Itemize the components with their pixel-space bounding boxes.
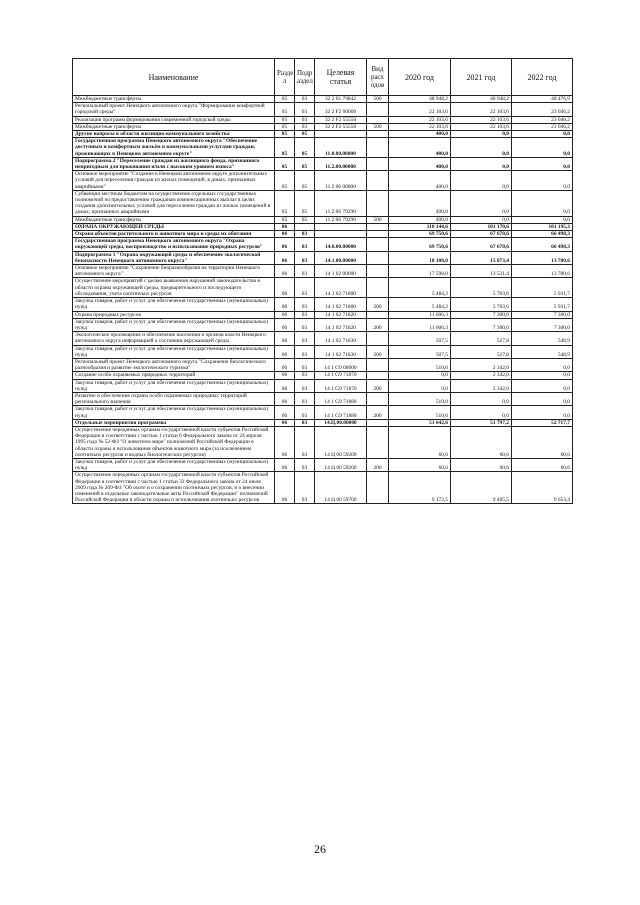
row-2020: 48 948,2 xyxy=(389,96,451,103)
row-vid: 200 xyxy=(367,458,389,471)
table-row xyxy=(73,298,573,311)
row-2021: 2 342,0 xyxy=(451,358,512,371)
row-razdel: 05 xyxy=(275,171,295,191)
table-row xyxy=(73,96,573,103)
row-name: Другие вопросы в области жилищно-коммунального хозяйства xyxy=(73,131,275,138)
row-2022: 9 653,4 xyxy=(512,472,573,504)
row-statya: 14 1 02 71830 xyxy=(315,332,367,345)
row-vid xyxy=(367,157,389,170)
row-vid xyxy=(367,311,389,318)
row-statya: 14 1 02 71820 xyxy=(315,318,367,331)
row-statya: 14 1 G9 71870 xyxy=(315,372,367,379)
row-2020: 0,0 xyxy=(389,372,451,379)
row-2020: 510,0 xyxy=(389,358,451,371)
row-2021: 51 797,2 xyxy=(451,419,512,426)
row-2020: 11 606,3 xyxy=(389,311,451,318)
table-row xyxy=(73,216,573,223)
table-row xyxy=(73,311,573,318)
table-row xyxy=(73,123,573,130)
row-razdel: 06 xyxy=(275,332,295,345)
row-podrazdel: 03 xyxy=(295,96,315,103)
row-vid xyxy=(367,278,389,298)
table-row xyxy=(73,392,573,405)
row-2021: 22 103,6 xyxy=(451,103,512,116)
row-vid: 500 xyxy=(367,96,389,103)
row-2022: 0,0 xyxy=(512,190,573,216)
table-row xyxy=(73,278,573,298)
row-2020: 17 598,0 xyxy=(389,265,451,278)
table-row xyxy=(73,231,573,238)
row-2020: 400,0 xyxy=(389,138,451,158)
row-2020: 69 750,6 xyxy=(389,238,451,251)
row-name: Государственная программа Ненецкого автономного округа "Обеспечение доступным и комфортным жильём и коммунальными услугами граждан, проживающих в Ненецком автономном округе" xyxy=(73,138,275,158)
row-2022: 66 498,3 xyxy=(512,238,573,251)
row-name: Отдельные мероприятия программы xyxy=(73,419,275,426)
row-razdel: 06 xyxy=(275,426,295,458)
row-razdel: 06 xyxy=(275,406,295,419)
row-name: Закупка товаров, работ и услуг для обеспечения государственных (муниципальных) нужд xyxy=(73,379,275,392)
row-2022: 0,0 xyxy=(512,358,573,371)
row-vid xyxy=(367,332,389,345)
row-2022: 66 498,3 xyxy=(512,231,573,238)
row-podrazdel: 03 xyxy=(295,392,315,405)
row-name: Реализация программ формирования современной городской среды xyxy=(73,116,275,123)
row-2021: 5 703,6 xyxy=(451,298,512,311)
row-name: Осуществление мероприятий с целью выявления нарушений законодательства в области охраны окружающей среды, предварительного и последующего обследования, учета охотничьих ресурсов xyxy=(73,278,275,298)
row-2021: 22 103,6 xyxy=(451,123,512,130)
header-podrazdel: Подр аздел xyxy=(295,59,315,96)
row-statya: 11 2 06 79290 xyxy=(315,190,367,216)
row-razdel: 05 xyxy=(275,96,295,103)
row-razdel: 06 xyxy=(275,358,295,371)
row-podrazdel: 03 xyxy=(295,458,315,471)
row-2020: 9 172,5 xyxy=(389,472,451,504)
row-razdel: 06 xyxy=(275,472,295,504)
row-2021: 0,0 xyxy=(451,138,512,158)
row-podrazdel: 05 xyxy=(295,216,315,223)
row-2022: 5 931,7 xyxy=(512,298,573,311)
row-2020: 5 484,2 xyxy=(389,298,451,311)
row-2020: 510,0 xyxy=(389,392,451,405)
row-vid xyxy=(367,265,389,278)
row-name: Охрана природных ресурсов xyxy=(73,311,275,318)
row-statya: 11.0.00.00000 xyxy=(315,138,367,158)
table-row xyxy=(73,345,573,358)
row-2021: 2 342,0 xyxy=(451,379,512,392)
table-row xyxy=(73,332,573,345)
budget-table xyxy=(72,58,573,504)
table-row xyxy=(73,379,573,392)
row-2022: 13 780,6 xyxy=(512,251,573,264)
row-statya: 32 2 F2 55550 xyxy=(315,123,367,130)
row-podrazdel: 03 xyxy=(295,426,315,458)
row-podrazdel: 05 xyxy=(295,171,315,191)
row-statya: 14 1 02 71830 xyxy=(315,345,367,358)
row-2021: 7 300,0 xyxy=(451,311,512,318)
budget-table-sheet xyxy=(72,58,572,504)
row-razdel: 05 xyxy=(275,123,295,130)
row-statya: 14 1 02 71800 xyxy=(315,278,367,298)
row-2021: 0,0 xyxy=(451,131,512,138)
row-razdel: 06 xyxy=(275,379,295,392)
row-statya: 14 1 G9 71880 xyxy=(315,406,367,419)
row-2022: 13 780,6 xyxy=(512,265,573,278)
row-2021: 0,0 xyxy=(451,406,512,419)
row-vid: 500 xyxy=(367,216,389,223)
table-row xyxy=(73,472,573,504)
row-statya: 14 1 G9 00000 xyxy=(315,358,367,371)
row-name: Подпрограмма 1 "Охрана окружающей среды и обеспечение экологической безопасности Ненецкого автономного округа" xyxy=(73,251,275,264)
row-2020: 110 144,6 xyxy=(389,223,451,230)
row-statya: 14 1 G9 71880 xyxy=(315,392,367,405)
table-row xyxy=(73,157,573,170)
row-2020: 400,0 xyxy=(389,171,451,191)
table-row xyxy=(73,265,573,278)
header-vid: Вид расх одов xyxy=(367,59,389,96)
row-statya xyxy=(315,223,367,230)
row-2021: 67 670,6 xyxy=(451,231,512,238)
row-name: Закупка товаров, работ и услуг для обеспечения государственных (муниципальных) нужд xyxy=(73,298,275,311)
header-2022: 2022 год xyxy=(512,59,573,96)
row-podrazdel: 03 xyxy=(295,318,315,331)
row-2022: 0,0 xyxy=(512,157,573,170)
row-2020: 510,0 xyxy=(389,406,451,419)
row-statya: 14 1 02 00000 xyxy=(315,265,367,278)
row-name: Субвенции местным бюджетам на осуществление отдельных государственных полномочий по предоставлению гражданам компенсационных выплат в целях создания дополнительных условий для переселения граждан из жилых помещений в домах, признанных аварийными xyxy=(73,190,275,216)
row-2021: 101 170,6 xyxy=(451,223,512,230)
row-razdel: 05 xyxy=(275,131,295,138)
row-razdel: 06 xyxy=(275,298,295,311)
row-vid: 200 xyxy=(367,379,389,392)
row-razdel: 05 xyxy=(275,190,295,216)
row-razdel: 06 xyxy=(275,419,295,426)
table-row xyxy=(73,458,573,471)
table-row xyxy=(73,190,573,216)
table-row xyxy=(73,251,573,264)
row-razdel: 06 xyxy=(275,392,295,405)
row-podrazdel: 03 xyxy=(295,332,315,345)
row-2022: 60,6 xyxy=(512,458,573,471)
row-razdel: 06 xyxy=(275,223,295,230)
row-vid xyxy=(367,472,389,504)
row-2021: 48 948,2 xyxy=(451,96,512,103)
row-name: Региональный проект Ненецкого автономного округа "Сохранение биологического разнообразия и развитие экологического туризма" xyxy=(73,358,275,371)
table-row xyxy=(73,103,573,116)
row-podrazdel: 03 xyxy=(295,278,315,298)
row-podrazdel: 03 xyxy=(295,379,315,392)
row-2020: 400,0 xyxy=(389,131,451,138)
row-2022: 0,0 xyxy=(512,131,573,138)
row-razdel: 06 xyxy=(275,458,295,471)
table-row xyxy=(73,171,573,191)
row-podrazdel: 05 xyxy=(295,157,315,170)
row-statya: 11 2 06 00000 xyxy=(315,171,367,191)
row-2020: 400,0 xyxy=(389,157,451,170)
row-razdel: 06 xyxy=(275,251,295,264)
table-row xyxy=(73,372,573,379)
row-razdel: 06 xyxy=(275,265,295,278)
row-podrazdel: 03 xyxy=(295,406,315,419)
row-2020: 507,5 xyxy=(389,345,451,358)
header-2020: 2020 год xyxy=(389,59,451,96)
row-2021: 7 300,0 xyxy=(451,318,512,331)
row-name: Создание особо охраняемых природных территорий xyxy=(73,372,275,379)
row-name: Осуществление переданных органам государственной власти субъектов Российской Федерации в соответствии с частью 1 статьи 33 Федерального закона от 24 июля 2009 года № 209-ФЗ "Об охоте и о сохранении охотничьих ресурсов, и о внесении изменений в отдельные законодательные акты Российской Федерации" полномочий Российской Федерации в области охраны и использования охотничьих ресурсов xyxy=(73,472,275,504)
row-name: Развитие и обеспечение охраны особо охраняемых природных территорий регионального значения xyxy=(73,392,275,405)
row-razdel: 05 xyxy=(275,103,295,116)
row-name: Региональный проект Ненецкого автономного округа "Формирование комфортной городской среды" xyxy=(73,103,275,116)
row-name: Межбюджетные трансферты xyxy=(73,123,275,130)
row-statya: 14 1 02 71820 xyxy=(315,311,367,318)
row-name: Закупка товаров, работ и услуг для обеспечения государственных (муниципальных) нужд xyxy=(73,406,275,419)
row-statya: 14 Ц 00 59200 xyxy=(315,426,367,458)
row-vid xyxy=(367,231,389,238)
row-razdel: 05 xyxy=(275,157,295,170)
row-2020: 400,0 xyxy=(389,216,451,223)
row-razdel: 06 xyxy=(275,231,295,238)
row-statya: 11.2.00.00000 xyxy=(315,157,367,170)
row-statya: 14 Ц 00 59200 xyxy=(315,458,367,471)
row-2022: 23 046,2 xyxy=(512,123,573,130)
row-vid xyxy=(367,116,389,123)
row-2022: 0,0 xyxy=(512,171,573,191)
table-header-row xyxy=(73,59,573,96)
row-name: Подпрограмма 2 "Переселение граждан из жилищного фонда, признанного непригодным для проживания и/или с высоким уровнем износа" xyxy=(73,157,275,170)
row-2020: 5 484,2 xyxy=(389,278,451,298)
row-2021: 15 873,4 xyxy=(451,251,512,264)
row-2022: 101 195,3 xyxy=(512,223,573,230)
row-2022: 548,9 xyxy=(512,332,573,345)
row-2021: 0,0 xyxy=(451,157,512,170)
table-row xyxy=(73,419,573,426)
row-2020: 22 103,6 xyxy=(389,123,451,130)
row-name: ОХРАНА ОКРУЖАЮЩЕЙ СРЕДЫ xyxy=(73,223,275,230)
row-razdel: 06 xyxy=(275,238,295,251)
table-row xyxy=(73,238,573,251)
table-row xyxy=(73,358,573,371)
row-razdel: 06 xyxy=(275,278,295,298)
table-row xyxy=(73,131,573,138)
row-podrazdel: 03 xyxy=(295,311,315,318)
row-2021: 527,8 xyxy=(451,345,512,358)
row-statya xyxy=(315,231,367,238)
row-2020: 400,0 xyxy=(389,190,451,216)
row-podrazdel: 03 xyxy=(295,265,315,278)
row-podrazdel: 03 xyxy=(295,419,315,426)
row-2020: 507,5 xyxy=(389,332,451,345)
row-podrazdel: 03 xyxy=(295,251,315,264)
row-razdel: 06 xyxy=(275,372,295,379)
row-statya: 32 2 F2 55550 xyxy=(315,116,367,123)
row-2022: 7 300,0 xyxy=(512,318,573,331)
row-2021: 527,8 xyxy=(451,332,512,345)
row-2020: 0,0 xyxy=(389,379,451,392)
row-vid xyxy=(367,103,389,116)
row-2022: 23 046,2 xyxy=(512,116,573,123)
row-razdel: 06 xyxy=(275,318,295,331)
row-podrazdel: 03 xyxy=(295,116,315,123)
row-statya: 14 1 02 71800 xyxy=(315,298,367,311)
row-statya xyxy=(315,131,367,138)
header-razdel: Разде л xyxy=(275,59,295,96)
row-2021: 0,0 xyxy=(451,171,512,191)
row-podrazdel: 05 xyxy=(295,138,315,158)
row-name: Охрана объектов растительного и животного мира и среды их обитания xyxy=(73,231,275,238)
table-row xyxy=(73,426,573,458)
row-name: Закупка товаров, работ и услуг для обеспечения государственных (муниципальных) нужд xyxy=(73,458,275,471)
row-statya: 14 1 G9 71870 xyxy=(315,379,367,392)
row-name: Закупка товаров, работ и услуг для обеспечения государственных (муниципальных) нужд xyxy=(73,345,275,358)
row-podrazdel: 05 xyxy=(295,190,315,216)
row-vid: 500 xyxy=(367,123,389,130)
table-row xyxy=(73,223,573,230)
table-row xyxy=(73,138,573,158)
row-podrazdel: 03 xyxy=(295,123,315,130)
row-vid xyxy=(367,171,389,191)
row-vid xyxy=(367,392,389,405)
page-number: 26 xyxy=(314,842,326,856)
row-2021: 13 531,4 xyxy=(451,265,512,278)
row-vid: 200 xyxy=(367,406,389,419)
header-name: Наименование xyxy=(73,59,275,96)
row-statya: 14.0.00.00000 xyxy=(315,238,367,251)
row-2021: 2 342,0 xyxy=(451,372,512,379)
row-podrazdel: 03 xyxy=(295,238,315,251)
table-row xyxy=(73,116,573,123)
row-2021: 60,6 xyxy=(451,458,512,471)
row-2022: 0,0 xyxy=(512,216,573,223)
row-name: Межбюджетные трансферты xyxy=(73,96,275,103)
row-vid xyxy=(367,131,389,138)
row-vid xyxy=(367,190,389,216)
row-2021: 67 670,6 xyxy=(451,238,512,251)
row-2022: 0,0 xyxy=(512,406,573,419)
row-vid: 200 xyxy=(367,318,389,331)
row-razdel: 06 xyxy=(275,345,295,358)
row-razdel: 05 xyxy=(275,138,295,158)
row-vid xyxy=(367,372,389,379)
table-row xyxy=(73,318,573,331)
row-statya: 14.Ц.00.00000 xyxy=(315,419,367,426)
row-razdel: 05 xyxy=(275,216,295,223)
header-statya: Целевая статья xyxy=(315,59,367,96)
row-podrazdel: 03 xyxy=(295,472,315,504)
row-2021: 0,0 xyxy=(451,190,512,216)
row-statya: 14 Ц 00 59700 xyxy=(315,472,367,504)
row-podrazdel: 05 xyxy=(295,131,315,138)
table-row xyxy=(73,406,573,419)
row-2022: 52 717,7 xyxy=(512,419,573,426)
row-2020: 22 103,6 xyxy=(389,116,451,123)
row-vid: 200 xyxy=(367,345,389,358)
row-2020: 60,6 xyxy=(389,426,451,458)
row-2022: 60,6 xyxy=(512,426,573,458)
row-2020: 18 108,0 xyxy=(389,251,451,264)
row-2022: 5 931,7 xyxy=(512,278,573,298)
row-name: Осуществление переданных органам государственной власти субъектов Российской Федерации в соответствии с частью 1 статьи 6 Федерального закона от 24 апреля 1995 года № 52-ФЗ "О животном мире" полномочий Российской Федерации в области охраны и использования объектов животного мира (за исключением охотничьих ресурсов и водных биологических ресурсов) xyxy=(73,426,275,458)
row-2022: 0,0 xyxy=(512,372,573,379)
row-2022: 548,9 xyxy=(512,345,573,358)
row-vid xyxy=(367,358,389,371)
row-2022: 7 300,0 xyxy=(512,311,573,318)
row-2020: 60,6 xyxy=(389,458,451,471)
row-vid: 200 xyxy=(367,298,389,311)
row-2020: 11 606,3 xyxy=(389,318,451,331)
row-2022: 48 476,9 xyxy=(512,96,573,103)
row-2022: 0,0 xyxy=(512,138,573,158)
row-razdel: 05 xyxy=(275,116,295,123)
row-2022: 0,0 xyxy=(512,392,573,405)
row-podrazdel: 03 xyxy=(295,372,315,379)
row-2021: 5 703,6 xyxy=(451,278,512,298)
row-vid xyxy=(367,138,389,158)
row-2021: 0,0 xyxy=(451,216,512,223)
row-2022: 23 046,2 xyxy=(512,103,573,116)
row-statya: 14.1.00.00000 xyxy=(315,251,367,264)
row-2020: 22 103,6 xyxy=(389,103,451,116)
row-name: Экологическое просвещение и обеспечение населения и органов власти Ненецкого автономного округа информацией о состоянии окружающей среды xyxy=(73,332,275,345)
row-name: Закупка товаров, работ и услуг для обеспечения государственных (муниципальных) нужд xyxy=(73,318,275,331)
row-2022: 0,0 xyxy=(512,379,573,392)
row-podrazdel xyxy=(295,223,315,230)
row-2021: 60,6 xyxy=(451,426,512,458)
row-podrazdel: 03 xyxy=(295,345,315,358)
row-name: Межбюджетные трансферты xyxy=(73,216,275,223)
row-vid xyxy=(367,426,389,458)
row-2021: 0,0 xyxy=(451,392,512,405)
row-2020: 51 642,6 xyxy=(389,419,451,426)
row-vid xyxy=(367,238,389,251)
header-2021: 2021 год xyxy=(451,59,512,96)
row-statya: 32 2 F2 00000 xyxy=(315,103,367,116)
row-name: Государственная программа Ненецкого автономного округа "Охрана окружающей среды, воспроизводство и использование природных ресурсов" xyxy=(73,238,275,251)
row-name: Основное мероприятие "Сохранение биоразнообразия на территории Ненецкого автономного округа" xyxy=(73,265,275,278)
row-name: Основное мероприятие "Создание в Ненецком автономном округе дополнительных условий для переселения граждан из жилых помещений, в домах, признанных аварийными" xyxy=(73,171,275,191)
row-vid xyxy=(367,251,389,264)
row-podrazdel: 03 xyxy=(295,103,315,116)
row-2021: 9 405,5 xyxy=(451,472,512,504)
row-statya: 32 2 01 79842 xyxy=(315,96,367,103)
row-vid xyxy=(367,419,389,426)
row-2021: 22 103,6 xyxy=(451,116,512,123)
row-vid xyxy=(367,223,389,230)
row-statya: 11 2 06 79290 xyxy=(315,216,367,223)
row-2020: 69 750,6 xyxy=(389,231,451,238)
row-podrazdel: 03 xyxy=(295,231,315,238)
row-razdel: 06 xyxy=(275,311,295,318)
row-podrazdel: 03 xyxy=(295,358,315,371)
row-podrazdel: 03 xyxy=(295,298,315,311)
